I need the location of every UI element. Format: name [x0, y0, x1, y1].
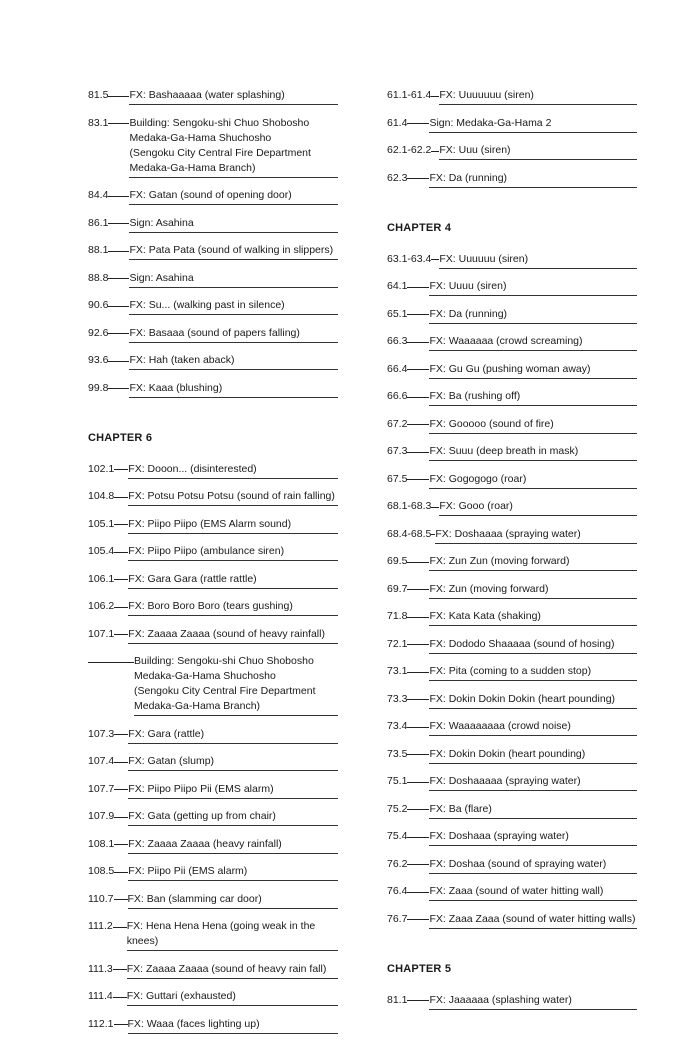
entry-text: FX: Gatan (sound of opening door): [129, 188, 338, 205]
entry-text: FX: Pita (coming to a sudden stop): [429, 664, 637, 681]
glossary-entry: [88, 489, 338, 506]
entry-text: Sign: Asahina: [129, 271, 338, 288]
leader-dash: [407, 287, 429, 288]
page-reference: 107.9: [88, 810, 115, 822]
page-reference: 72.1: [387, 637, 408, 650]
page-reference: 107.4: [88, 755, 115, 767]
entry-text: FX: Gata (getting up from chair): [128, 809, 338, 826]
entry-text: FX: Zaaa Zaaa (sound of water hitting walls): [429, 912, 637, 929]
entry-text: FX: Kata Kata (shaking): [429, 609, 637, 626]
leader-dash: [114, 579, 128, 580]
glossary-entry: [387, 472, 637, 489]
page-reference: 76.7: [387, 912, 408, 925]
glossary-entry: [88, 782, 338, 799]
leader-dash: [114, 524, 128, 525]
page-reference: 93.6: [88, 354, 109, 366]
entry-text: FX: Ba (rushing off): [429, 389, 637, 406]
page-reference: 68.1-68.3: [387, 500, 432, 512]
glossary-entry: [88, 216, 338, 233]
glossary-entry: [88, 962, 338, 979]
glossary-entry: [88, 353, 338, 370]
glossary-entry: [387, 499, 637, 516]
page-reference: 107.1: [88, 627, 115, 640]
leader-dash: [113, 927, 127, 928]
entry-text: FX: Waaaaaa (crowd screaming): [429, 334, 637, 351]
page-reference: 73.5: [387, 747, 408, 760]
entry-text: FX: Su... (walking past in silence): [129, 298, 338, 315]
glossary-entry: [387, 692, 637, 709]
glossary-entry: [387, 307, 637, 324]
glossary-entry: [387, 609, 637, 626]
page-reference: 81.1: [387, 993, 408, 1006]
glossary-entry: [88, 989, 338, 1006]
entry-text: FX: Dokin Dokin (heart pounding): [429, 747, 637, 764]
chapter-heading: CHAPTER 5: [387, 962, 452, 975]
leader-dash: [407, 699, 429, 700]
page-reference: 61.1-61.4: [387, 89, 432, 101]
page-reference: 104.8: [88, 490, 115, 502]
page-reference: 86.1: [88, 216, 109, 229]
leader-dash: [88, 662, 134, 663]
entry-text: FX: Dooon... (disinterested): [128, 462, 338, 479]
page-reference: 62.3: [387, 171, 408, 184]
page-reference: 75.2: [387, 802, 408, 815]
glossary-entry: [387, 389, 637, 406]
glossary-entry: [387, 143, 637, 160]
page-reference: 64.1: [387, 280, 408, 292]
glossary-entry: [387, 279, 637, 296]
page-reference: 66.6: [387, 390, 408, 402]
entry-text: FX: Doshaaa (spraying water): [429, 829, 637, 846]
entry-text: FX: Piipo Piipo Pii (EMS alarm): [128, 782, 338, 799]
entry-text: FX: Waaaaaaaa (crowd noise): [429, 719, 637, 736]
entry-text: FX: Ban (slamming car door): [128, 892, 339, 909]
entry-text: FX: Gara Gara (rattle rattle): [128, 572, 338, 589]
leader-dash: [114, 469, 128, 470]
entry-text: FX: Uuuuuu (siren): [439, 252, 637, 269]
entry-text: Sign: Medaka-Ga-Hama 2: [429, 116, 637, 133]
leader-dash: [407, 837, 429, 838]
entry-text: FX: Hah (taken aback): [129, 353, 338, 370]
right-column: [387, 88, 637, 1020]
leader-dash: [407, 123, 429, 124]
glossary-entry: [88, 381, 338, 398]
leader-dash: [407, 397, 429, 398]
page-reference: 73.3: [387, 692, 408, 705]
glossary-entry: [88, 271, 338, 288]
entry-text: FX: Zaaa (sound of water hitting wall): [429, 884, 637, 901]
page-reference: 75.4: [387, 830, 408, 842]
leader-dash: [407, 1000, 429, 1001]
glossary-entry: [88, 243, 338, 260]
left-column: [88, 88, 338, 1044]
page-reference: 71.8: [387, 610, 408, 622]
page-reference: 102.1: [88, 462, 115, 475]
leader-dash: [431, 507, 439, 508]
page-reference: 88.1: [88, 244, 109, 256]
glossary-entry: [88, 837, 338, 854]
glossary-entry: [88, 727, 338, 744]
glossary-entry: [387, 993, 637, 1010]
page-reference: 69.7: [387, 582, 408, 595]
glossary-entry: [88, 864, 338, 881]
glossary-entry: [88, 599, 338, 616]
glossary-entry: [387, 774, 637, 791]
glossary-entry: [387, 884, 637, 901]
entry-text: FX: Suuu (deep breath in mask): [429, 444, 637, 461]
leader-dash: [407, 782, 429, 783]
leader-dash: [108, 251, 129, 252]
glossary-entry: [88, 809, 338, 826]
leader-dash: [114, 899, 128, 900]
entry-text: FX: Doshaa (sound of spraying water): [429, 857, 637, 874]
page-reference: 107.7: [88, 782, 115, 795]
entry-text: FX: Potsu Potsu Potsu (sound of rain falling): [128, 489, 338, 506]
entry-text: FX: Pata Pata (sound of walking in slippers): [129, 243, 338, 260]
glossary-entry: [88, 919, 338, 951]
leader-dash: [407, 562, 429, 563]
glossary-entry: [387, 912, 637, 929]
entry-text: FX: Zaaaa Zaaaa (sound of heavy rain fall): [127, 962, 338, 979]
page-reference: 61.4: [387, 116, 408, 129]
leader-dash: [407, 727, 429, 728]
leader-dash: [407, 919, 429, 920]
glossary-entry: [387, 88, 637, 105]
page-reference: 111.2: [88, 920, 113, 932]
glossary-entry: [88, 116, 338, 178]
leader-dash: [108, 306, 129, 307]
glossary-entry: [387, 444, 637, 461]
page-reference: 73.4: [387, 720, 408, 732]
leader-dash: [407, 589, 429, 590]
leader-dash: [431, 96, 439, 97]
entry-text: FX: Zun (moving forward): [429, 582, 637, 599]
entry-text: FX: Gu Gu (pushing woman away): [429, 362, 637, 379]
entry-text: FX: Gara (rattle): [128, 727, 338, 744]
leader-dash: [407, 452, 429, 453]
entry-text: FX: Piipo Piipo (ambulance siren): [128, 544, 338, 561]
leader-dash: [114, 762, 128, 763]
leader-dash: [407, 864, 429, 865]
leader-dash: [407, 672, 429, 673]
leader-dash: [431, 259, 439, 260]
entry-text: FX: Uuu (siren): [439, 143, 637, 160]
leader-dash: [407, 342, 429, 343]
glossary-entry: [88, 188, 338, 205]
glossary-entry: [387, 334, 637, 351]
entry-text: FX: Kaaa (blushing): [129, 381, 338, 398]
glossary-entry: [387, 719, 637, 736]
entry-text: FX: Jaaaaaa (splashing water): [429, 993, 637, 1010]
entry-text: FX: Uuuu (siren): [429, 279, 637, 296]
entry-text: FX: Boro Boro Boro (tears gushing): [128, 599, 338, 616]
glossary-entry: [88, 892, 338, 909]
leader-dash: [407, 178, 429, 179]
entry-text: Building: Sengoku-shi Chuo Shobosho Medaka-Ga-Hama Shuchosho (Sengoku City Central Fire Department Medaka-Ga-Hama Branch): [129, 116, 338, 178]
glossary-entry: [88, 298, 338, 315]
glossary-entry: [387, 802, 637, 819]
page-reference: 84.4: [88, 189, 109, 201]
page-reference: 106.2: [88, 600, 115, 612]
entry-text: FX: Gooooo (sound of fire): [429, 417, 637, 434]
leader-dash: [114, 817, 128, 818]
page-reference: 69.5: [387, 555, 408, 567]
leader-dash: [114, 607, 128, 608]
entry-text: FX: Gooo (roar): [439, 499, 637, 516]
glossary-entry: [387, 362, 637, 379]
leader-dash: [108, 123, 129, 124]
glossary-entry: [387, 116, 637, 133]
page-reference: 108.1: [88, 837, 115, 850]
leader-dash: [407, 809, 429, 810]
entry-text: FX: Da (running): [429, 307, 637, 324]
entry-text: Building: Sengoku-shi Chuo Shobosho Medaka-Ga-Hama Shuchosho (Sengoku City Central Fire Department Medaka-Ga-Hama Branch): [134, 654, 338, 716]
glossary-entry: [387, 417, 637, 434]
entry-text: FX: Gatan (slump): [128, 754, 338, 771]
page-reference: 67.2: [387, 417, 408, 430]
leader-dash: [114, 497, 128, 498]
leader-dash: [407, 892, 429, 893]
page-reference: 111.4: [88, 990, 113, 1002]
leader-dash: [407, 479, 429, 480]
page-reference: 92.6: [88, 326, 109, 339]
page-reference: 73.1: [387, 665, 408, 677]
glossary-entry: [387, 637, 637, 654]
leader-dash: [407, 424, 429, 425]
glossary-entry: [387, 829, 637, 846]
page-reference: 67.3: [387, 445, 408, 457]
page-reference: 62.1-62.2: [387, 144, 432, 156]
leader-dash: [113, 969, 127, 970]
glossary-entry: [88, 88, 338, 105]
leader-dash: [114, 789, 128, 790]
entry-text: FX: Piipo Piipo (EMS Alarm sound): [128, 517, 338, 534]
leader-dash: [108, 196, 129, 197]
leader-dash: [431, 151, 439, 152]
glossary-entry: [88, 544, 338, 561]
leader-dash: [114, 552, 128, 553]
entry-text: FX: Basaaa (sound of papers falling): [129, 326, 338, 343]
leader-dash: [108, 223, 129, 224]
entry-text: FX: Zun Zun (moving forward): [429, 554, 637, 571]
leader-dash: [407, 314, 429, 315]
entry-text: FX: Dokin Dokin Dokin (heart pounding): [429, 692, 637, 709]
leader-dash: [108, 361, 129, 362]
leader-dash: [113, 997, 127, 998]
leader-dash: [114, 634, 128, 635]
leader-dash: [108, 96, 129, 97]
page-reference: 111.3: [88, 962, 113, 975]
page-reference: 105.1: [88, 517, 115, 530]
entry-text: FX: Hena Hena Hena (going weak in the knees): [127, 919, 338, 951]
page-reference: 76.2: [387, 857, 408, 870]
leader-dash: [114, 734, 128, 735]
leader-dash: [114, 872, 128, 873]
entry-text: FX: Zaaaa Zaaaa (sound of heavy rainfall): [128, 627, 338, 644]
glossary-entry: [387, 554, 637, 571]
leader-dash: [407, 617, 429, 618]
entry-text: FX: Piipo Pii (EMS alarm): [128, 864, 338, 881]
page-reference: 65.1: [387, 307, 408, 320]
page-reference: 67.5: [387, 472, 408, 485]
glossary-entry: [88, 1017, 338, 1034]
page-reference: 105.4: [88, 545, 115, 557]
entry-text: FX: Doshaaaa (spraying water): [435, 527, 637, 544]
leader-dash: [114, 844, 128, 845]
page-reference: 110.7: [88, 892, 114, 905]
page-reference: 81.5: [88, 89, 109, 101]
glossary-entry: [88, 517, 338, 534]
glossary-entry: [387, 664, 637, 681]
page-reference: 107.3: [88, 727, 115, 740]
entry-text: FX: Ba (flare): [429, 802, 637, 819]
page-reference: 90.6: [88, 299, 109, 311]
page-reference: 75.1: [387, 775, 408, 787]
page-reference: 108.5: [88, 865, 115, 877]
chapter-heading: CHAPTER 4: [387, 221, 452, 234]
page-reference: 88.8: [88, 271, 109, 284]
glossary-entry: [88, 326, 338, 343]
glossary-entry: [387, 857, 637, 874]
leader-dash: [114, 1024, 128, 1025]
glossary-entry: [387, 171, 637, 188]
entry-text: FX: Uuuuuuu (siren): [439, 88, 637, 105]
page-reference: 63.1-63.4: [387, 252, 432, 265]
entry-text: FX: Dododo Shaaaaa (sound of hosing): [429, 637, 637, 654]
chapter-heading: CHAPTER 6: [88, 431, 153, 444]
page-reference: 112.1: [88, 1017, 114, 1030]
glossary-entry: [387, 252, 637, 269]
entry-text: FX: Guttari (exhausted): [127, 989, 338, 1006]
leader-dash: [108, 388, 129, 389]
glossary-entry: [88, 627, 338, 644]
glossary-entry: [387, 527, 637, 544]
page-reference: 99.8: [88, 381, 109, 394]
page-reference: 106.1: [88, 572, 115, 585]
entry-text: FX: Zaaaa Zaaaa (heavy rainfall): [128, 837, 338, 854]
leader-dash: [108, 278, 129, 279]
page-reference: 83.1: [88, 116, 109, 129]
entry-text: FX: Gogogogo (roar): [429, 472, 637, 489]
page-reference: 66.3: [387, 335, 408, 347]
page-reference: 68.4-68.5: [387, 527, 432, 540]
glossary-entry: [387, 582, 637, 599]
entry-text: Sign: Asahina: [129, 216, 338, 233]
leader-dash: [407, 369, 429, 370]
leader-dash: [407, 644, 429, 645]
entry-text: FX: Waaa (faces lighting up): [128, 1017, 339, 1034]
glossary-entry: [88, 754, 338, 771]
leader-dash: [407, 754, 429, 755]
glossary-entry: [88, 462, 338, 479]
entry-text: FX: Doshaaaaa (spraying water): [429, 774, 637, 791]
page-reference: 66.4: [387, 362, 408, 375]
glossary-entry: [88, 654, 338, 716]
glossary-entry: [88, 572, 338, 589]
glossary-entry: [387, 747, 637, 764]
entry-text: FX: Da (running): [429, 171, 637, 188]
leader-dash: [108, 333, 129, 334]
page-reference: 76.4: [387, 885, 408, 897]
entry-text: FX: Bashaaaaa (water splashing): [129, 88, 338, 105]
